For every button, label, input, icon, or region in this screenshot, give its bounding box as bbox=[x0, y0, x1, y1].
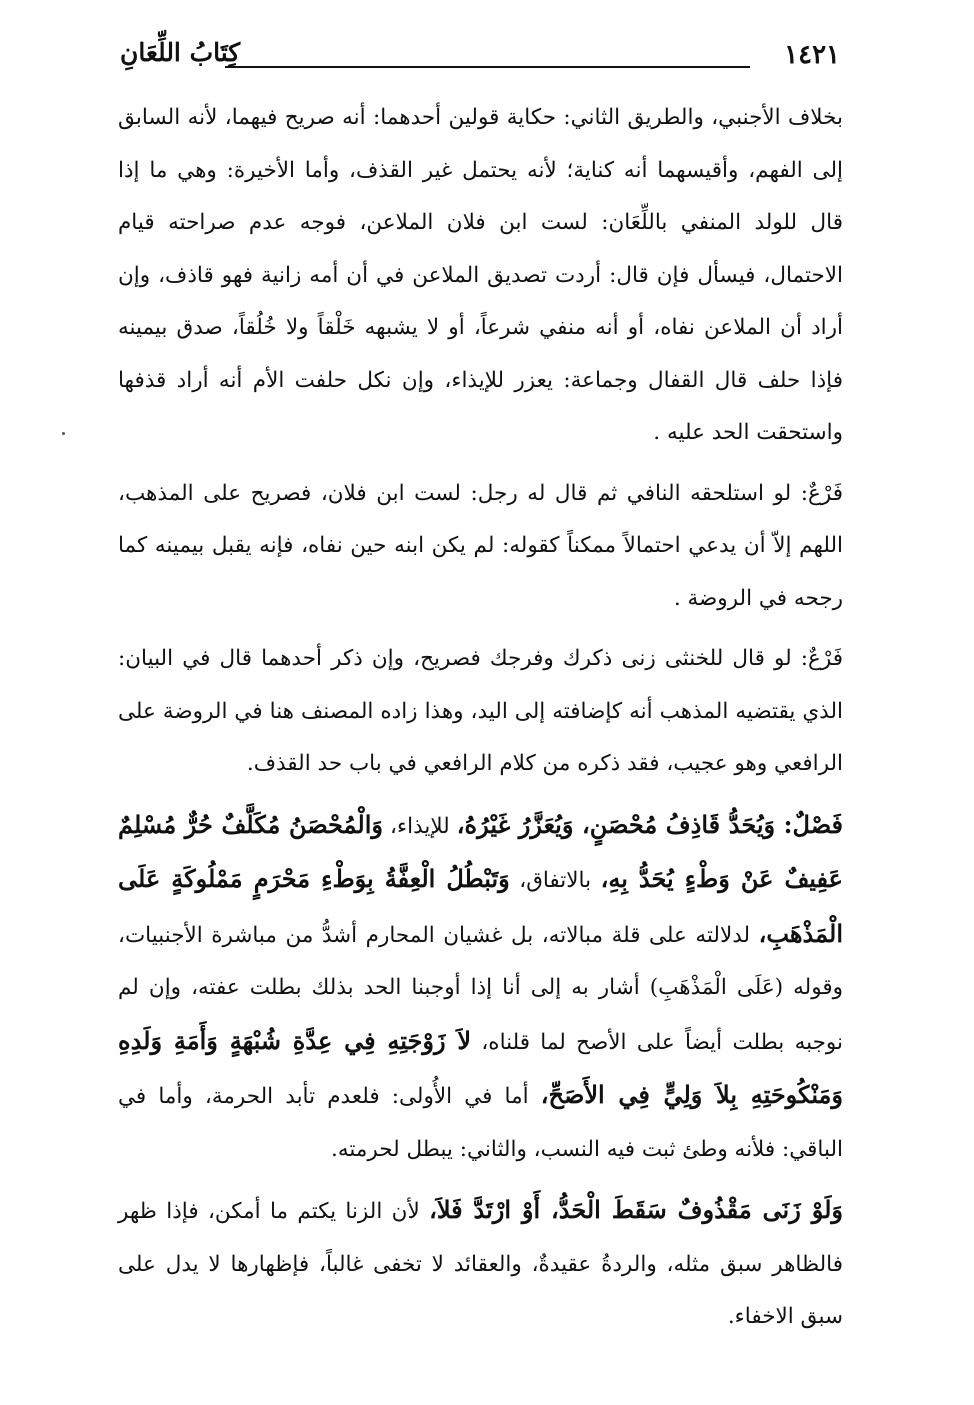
paragraph-4 bbox=[118, 799, 843, 1177]
header-rule bbox=[225, 66, 750, 68]
matn-text: وَالْمُحْصَنُ مُكَلَّفٌ حُرٌّ مُسْلِمٌ عَفِيفٌ عَنْ وَطْءٍ يُحَدُّ بِهِ، bbox=[118, 809, 843, 893]
scan-speck bbox=[62, 432, 65, 435]
commentary-text: للإيذاء، bbox=[382, 813, 457, 839]
commentary-text: لدلالته على قلة مبالاته، بل غشيان المحارم أشدُّ من مباشرة الأجنبيات، وقوله (عَلَى الْمَذْهَبِ) أشار به إلى أنا إذا أوجبنا الحد بذلك بطلت عفته، وإن لم نوجبه بطلت أيضاً على الأصح لما قلناه، bbox=[118, 922, 843, 1055]
commentary-text: لأن الزنا يكتم ما أمكن، فإذا ظهر فالظاهر سبق مثله، والردةُ عقيدةٌ، والعقائد لا تخفى غالباً، فإظهارها لا يدل على سبق الاخفاء. bbox=[118, 1199, 843, 1329]
paragraph-3: فَرْعٌ: لو قال للخنثى زنى ذكرك وفرجك فصريح، وإن ذكر أحدهما قال في البيان: الذي يقتضيه المذهب أنه كإضافته إلى اليد، وهذا زاده المصنف هنا في الروضة على الرافعي وهو عجيب، فقد ذكره من كلام الرافعي في باب حد القذف. bbox=[118, 646, 843, 776]
matn-text: فَصْلٌ: وَيُحَدُّ قَاذِفُ مُحْصَنٍ، وَيُعَزَّرُ غَيْرُهُ، bbox=[456, 809, 844, 839]
commentary-text: بالاتفاق، bbox=[509, 868, 601, 893]
page-body bbox=[118, 92, 843, 1344]
paragraph-2: فَرْعٌ: لو استلحقه النافي ثم قال له رجل: لست ابن فلان، فصريح على المذهب، اللهم إلاّ أن يدعي احتمالاً ممكناً كقوله: لم يكن ابنه حين نفاه، فإنه يقبل بيمينه كما رجحه في الروضة . bbox=[118, 480, 843, 611]
running-title: كِتَابُ اللِّعَانِ bbox=[120, 38, 241, 67]
matn-text: وَلَوْ زَنَى مَقْذُوفٌ سَقَطَ الْحَدُّ، أَوْ ارْتَدَّ فَلاَ، bbox=[429, 1195, 843, 1224]
commentary-text: أما في الأُولى: فلعدم تأبد الحرمة، وأما في الباقي: فلأنه وطئ ثبت فيه النسب، والثاني: يبطل لحرمته. bbox=[118, 1084, 843, 1162]
page-number: ١٤٢١ bbox=[784, 40, 840, 70]
paragraph-5 bbox=[118, 1184, 843, 1344]
matn-text: وَتَبْطُلُ الْعِفَّةُ بِوَطْءِ مَحْرَمٍ مَمْلُوكَةٍ عَلَى الْمَذْهَبِ، bbox=[118, 864, 843, 948]
page-header bbox=[120, 38, 840, 78]
paragraph-1: بخلاف الأجنبي، والطريق الثاني: حكاية قولين أحدهما: أنه صريح فيهما، لأنه السابق إلى الفهم، وأقيسهما أنه كناية؛ لأنه يحتمل غير القذف، وأما الأخيرة: وهي ما إذا قال للولد المنفي باللِّعَان: لست ابن فلان الملاعن، فوجه عدم صراحته قيام الاحتمال، فيسأل فإن قال: أردت تصديق الملاعن في أن أمه زانية فهو قاذف، وإن أراد أن الملاعن نفاه، أو أنه منفي شرعاً، أو لا يشبهه خَلْقاً ولا خُلُقاً، صدق بيمينه فإذا حلف قال القفال وجماعة: يعزر للإيذاء، وإن نكل حلفت الأم أنه أراد قذفها واستحقت الحد عليه . bbox=[118, 105, 843, 445]
matn-text: لاَ زَوْجَتِهِ فِي عِدَّةِ شُبْهَةٍ وَأَمَةِ وَلَدِهِ وَمَنْكُوحَتِهِ بِلاَ وَلِيٍّ فِي الأَصَحِّ، bbox=[118, 1025, 843, 1109]
